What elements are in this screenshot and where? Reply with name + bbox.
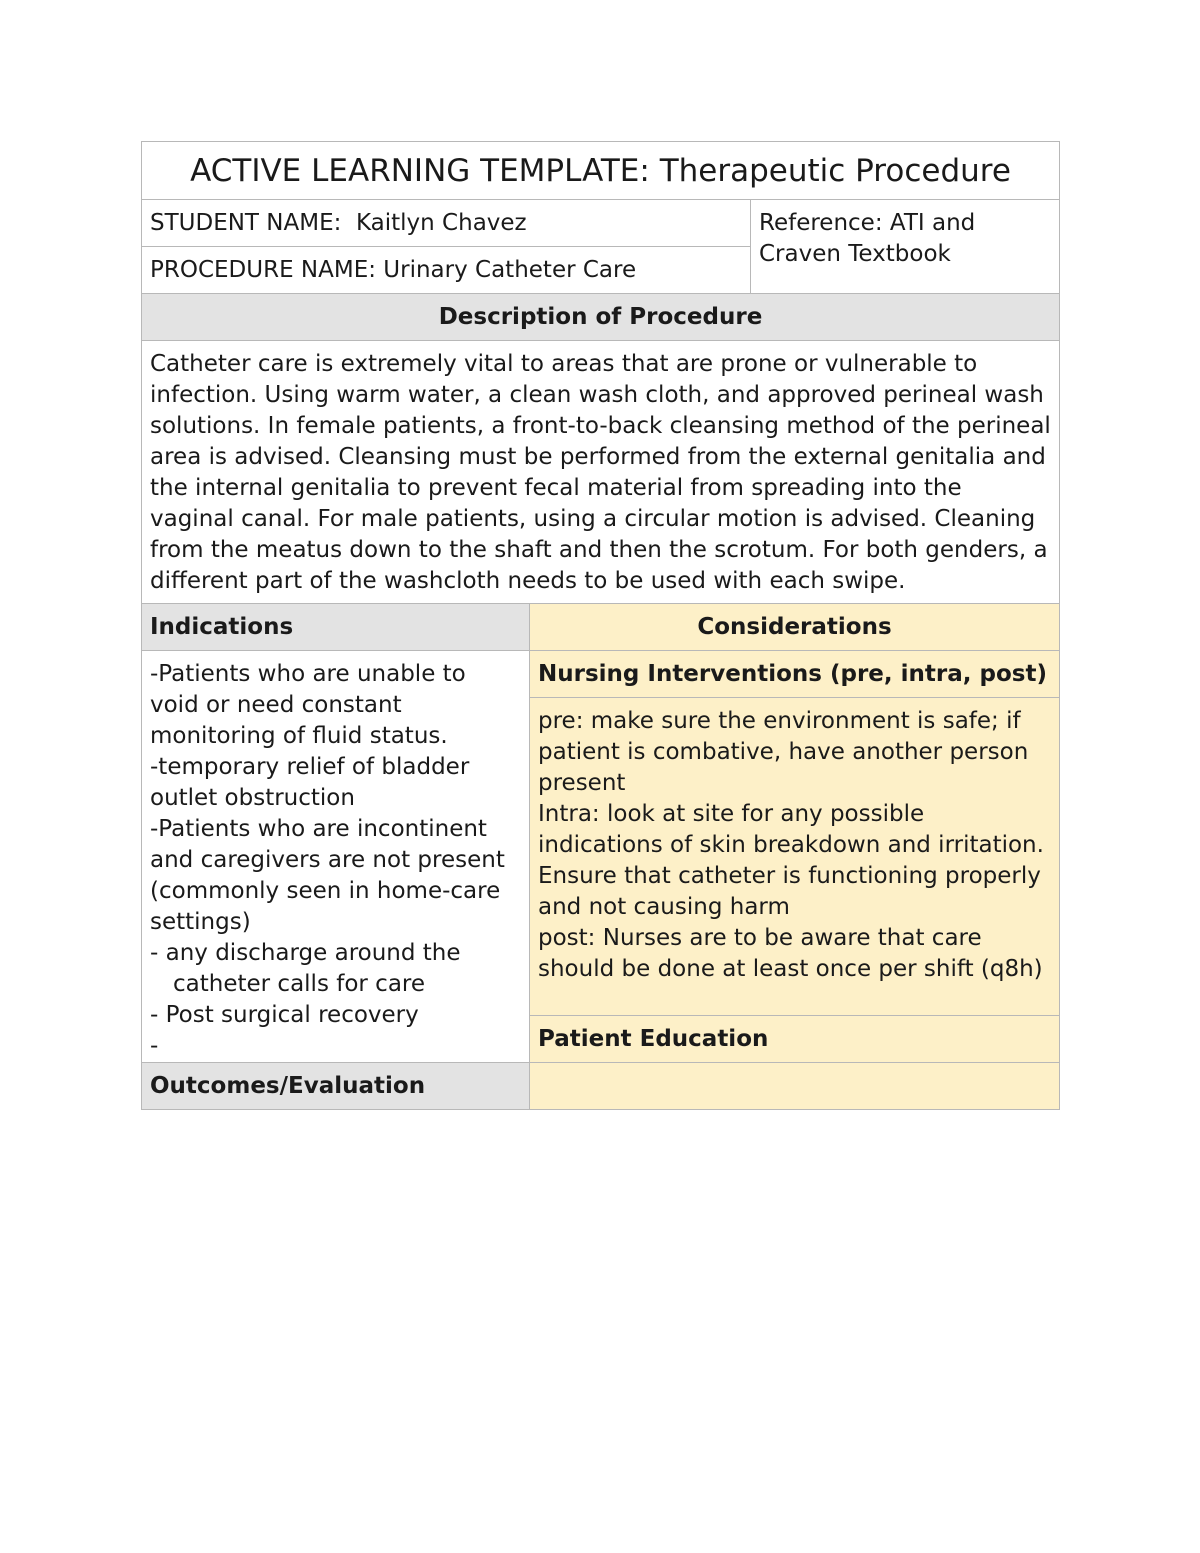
indication-item: -temporary relief of bladder outlet obstruction (150, 754, 470, 811)
nursing-interventions-heading: Nursing Interventions (pre, intra, post) (530, 651, 1060, 698)
therapeutic-procedure-template (141, 141, 1060, 1110)
description-text: Catheter care is extremely vital to areas that are prone or vulnerable to infection. Using warm water, a clean wash cloth, and approved perineal wash solutions. In female patients, a front-to-back cleansing method of the perineal area is advised. Cleansing must be performed from the external genitalia and the internal genitalia to prevent fecal material from spreading into the vaginal canal. For male patients, using a circular motion is advised. Cleaning from the meatus down to the shaft and then the scrotum. For both genders, a different part of the washcloth needs to be used with each swipe. (142, 341, 1060, 604)
indications-heading: Indications (142, 604, 530, 651)
student-name-cell (142, 200, 751, 247)
reference-cell: Reference: ATI and Craven Textbook (751, 200, 1060, 294)
procedure-name-value: Urinary Catheter Care (383, 256, 637, 283)
nursing-intervention-intra: Intra: look at site for any possible indications of skin breakdown and irritation. Ensure that catheter is functioning properly and not causing harm (538, 801, 1044, 920)
outcomes-evaluation-heading: Outcomes/Evaluation (142, 1063, 530, 1110)
student-name-label: STUDENT NAME: (150, 209, 342, 236)
patient-education-content (530, 1063, 1060, 1110)
indication-item: -Patients who are unable to void or need constant monitoring of fluid status. (150, 661, 466, 749)
description-heading: Description of Procedure (142, 294, 1060, 341)
indication-bullet: - Post surgical recovery (150, 1002, 419, 1028)
student-name-value: Kaitlyn Chavez (355, 209, 527, 236)
procedure-name-label: PROCEDURE NAME: (150, 256, 376, 283)
indication-bullet: - any discharge around the catheter calls for care (150, 940, 461, 997)
nursing-intervention-pre: pre: make sure the environment is safe; if patient is combative, have another person present (538, 708, 1029, 796)
procedure-name-cell (142, 247, 751, 294)
nursing-interventions-body (530, 698, 1060, 1016)
indications-list (142, 651, 530, 1063)
indication-bullet: - (150, 1033, 159, 1059)
patient-education-heading: Patient Education (530, 1016, 1060, 1063)
indication-item: -Patients who are incontinent and caregivers are not present (commonly seen in home-care settings) (150, 816, 505, 935)
considerations-heading: Considerations (530, 604, 1060, 651)
template-title: ACTIVE LEARNING TEMPLATE: Therapeutic Procedure (142, 142, 1060, 200)
nursing-intervention-post: post: Nurses are to be aware that care should be done at least once per shift (q8h) (538, 925, 1043, 982)
